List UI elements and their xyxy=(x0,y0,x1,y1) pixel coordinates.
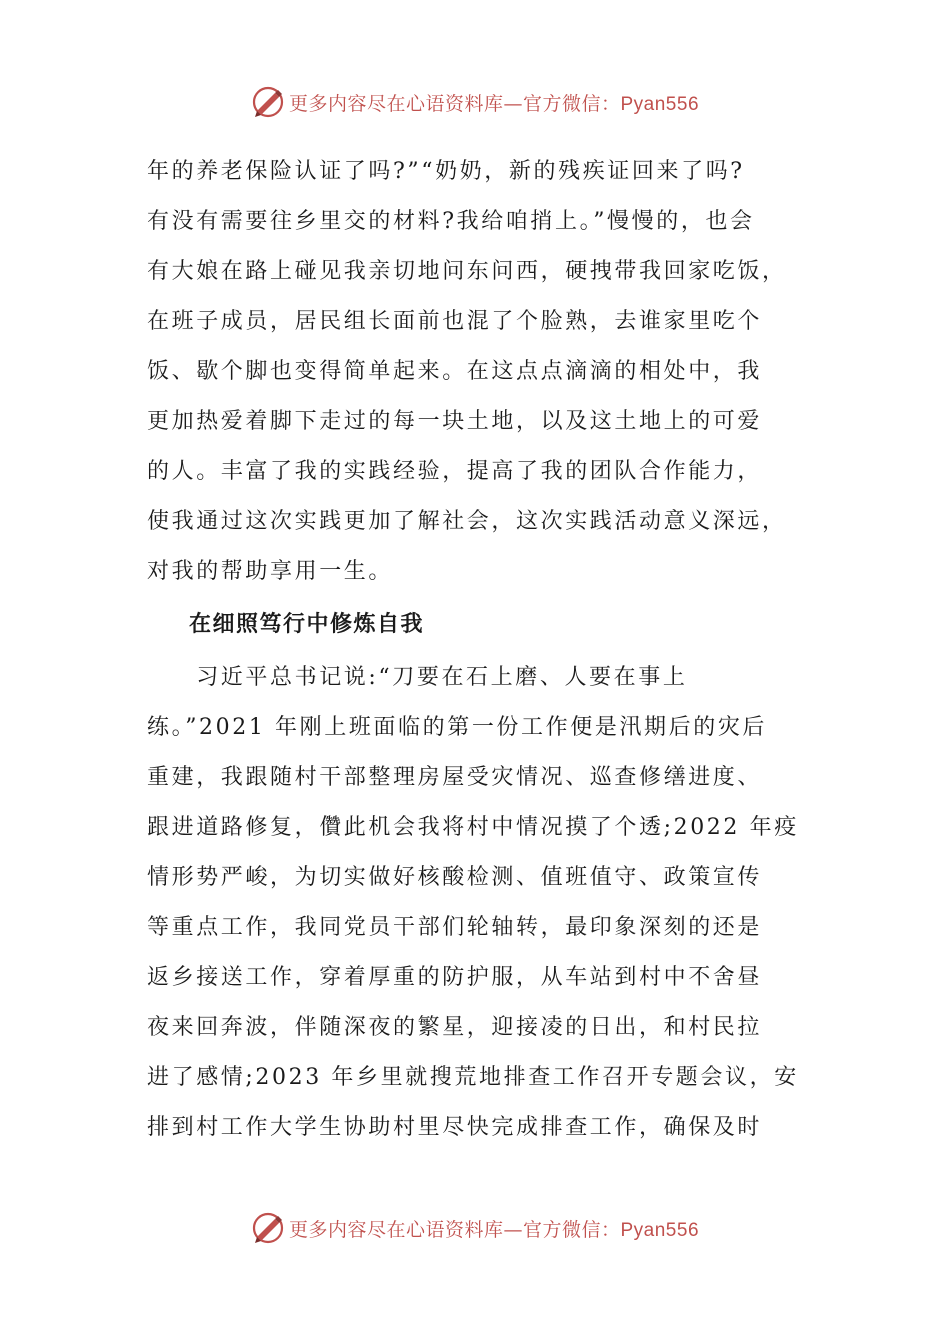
paragraph-2 xyxy=(147,653,807,1153)
text-line: 进了感情;2023 年乡里就搜荒地排查工作召开专题会议，安 xyxy=(147,1065,799,1090)
pen-logo-icon xyxy=(251,1211,285,1245)
text-line: 年的养老保险认证了吗?”“奶奶，新的残疾证回来了吗? xyxy=(147,159,745,184)
document-body xyxy=(147,147,807,1153)
text-line: 的人。丰富了我的实践经验，提高了我的团队合作能力， xyxy=(147,459,763,484)
text-line: 更加热爱着脚下走过的每一块土地，以及这土地上的可爱 xyxy=(147,409,763,434)
text-line: 饭、歇个脚也变得简单起来。在这点点滴滴的相处中，我 xyxy=(147,359,763,384)
text-line: 返乡接送工作，穿着厚重的防护服，从车站到村中不舍昼 xyxy=(147,965,763,990)
text-line: 排到村工作大学生协助村里尽快完成排查工作，确保及时 xyxy=(147,1115,763,1140)
footer-watermark xyxy=(0,1208,950,1248)
text-line: 对我的帮助享用一生。 xyxy=(147,559,394,584)
header-watermark xyxy=(0,82,950,122)
section-heading: 在细照笃行中修炼自我 xyxy=(189,612,425,637)
pen-logo-icon xyxy=(251,85,285,119)
text-line: 有大娘在路上碰见我亲切地问东问西，硬拽带我回家吃饭， xyxy=(147,259,787,284)
text-line: 使我通过这次实践更加了解社会，这次实践活动意义深远， xyxy=(147,509,787,534)
text-line: 跟进道路修复，儹此机会我将村中情况摸了个透;2022 年疫 xyxy=(147,815,799,840)
text-line: 有没有需要往乡里交的材料?我给咱捎上。”慢慢的，也会 xyxy=(147,209,755,234)
watermark-text: 更多内容尽在心语资料库—官方微信：Pyan556 xyxy=(288,1218,700,1241)
text-line: 习近平总书记说:“刀要在石上磨、人要在事上 xyxy=(147,665,688,690)
watermark-text: 更多内容尽在心语资料库—官方微信：Pyan556 xyxy=(288,92,700,115)
paragraph-1 xyxy=(147,147,807,597)
text-line: 夜来回奔波，伴随深夜的繁星，迎接凌的日出，和村民拉 xyxy=(147,1015,763,1040)
text-line: 等重点工作，我同党员干部们轮轴转，最印象深刻的还是 xyxy=(147,915,763,940)
text-line: 重建，我跟随村干部整理房屋受灾情况、巡查修缮进度、 xyxy=(147,765,763,790)
text-line: 在班子成员，居民组长面前也混了个脸熟，去谁家里吃个 xyxy=(147,309,763,334)
text-line: 情形势严峻，为切实做好核酸检测、值班值守、政策宣传 xyxy=(147,865,763,890)
text-line: 练。”2021 年刚上班面临的第一份工作便是汛期后的灾后 xyxy=(147,715,768,740)
